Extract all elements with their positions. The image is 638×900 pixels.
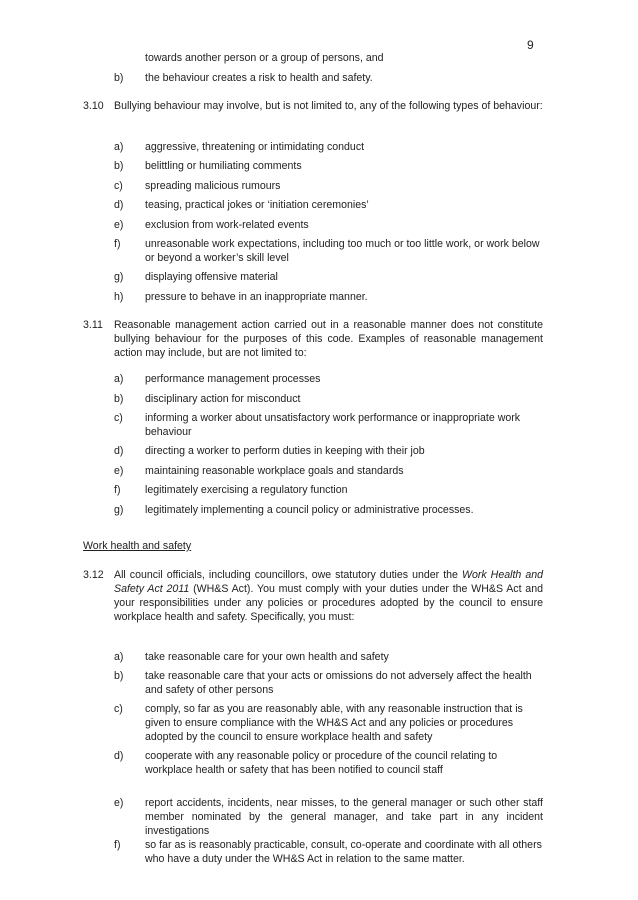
- list-item-label: c): [114, 180, 123, 192]
- clause-text: Bullying behaviour may involve, but is not limited to, any of the following types of behaviour:: [114, 100, 543, 112]
- list-item-text: pressure to behave in an inappropriate manner.: [145, 291, 368, 303]
- clause-text-start: All council officials, including councillors, owe statutory duties under the: [114, 569, 462, 581]
- list-item-label: b): [114, 160, 124, 172]
- list-item-label: d): [114, 750, 124, 762]
- list-item-label: e): [114, 797, 124, 809]
- list-item-label: g): [114, 504, 124, 516]
- list-item-label: b): [114, 72, 124, 84]
- list-item-label: a): [114, 373, 124, 385]
- list-item-label: b): [114, 670, 124, 682]
- clause-text: [114, 568, 543, 624]
- clause-text-end: (WH&S Act). You must comply with your duties under the WH&S Act and your responsibilities under any policies or procedures adopted by the council to ensure workplace health and safety. Specifically, you must:: [114, 583, 543, 623]
- list-item-text: performance management processes: [145, 373, 321, 385]
- list-item-text: unreasonable work expectations, including too much or too little work, or work below or beyond a worker’s skill level: [145, 238, 540, 264]
- list-item-label: e): [114, 219, 124, 231]
- list-item-text: maintaining reasonable workplace goals and standards: [145, 465, 404, 477]
- list-item-label: f): [114, 484, 121, 496]
- list-item-text: so far as is reasonably practicable, consult, co-operate and coordinate with all others who have a duty under the WH&S Act in relation to the same matter.: [145, 839, 542, 865]
- list-item-text: spreading malicious rumours: [145, 180, 281, 192]
- list-item-text: teasing, practical jokes or ‘initiation ceremonies’: [145, 199, 369, 211]
- list-item-label: h): [114, 291, 124, 303]
- list-item-label: g): [114, 271, 124, 283]
- list-item-text: exclusion from work-related events: [145, 219, 309, 231]
- clause-number: 3.10: [83, 100, 104, 112]
- list-item-text: aggressive, threatening or intimidating conduct: [145, 141, 365, 153]
- act-title: Work Health and Safety Act 2011: [114, 569, 543, 595]
- clause-number: 3.11: [83, 319, 103, 331]
- list-item-text: legitimately exercising a regulatory function: [145, 484, 348, 496]
- list-item-text: the behaviour creates a risk to health and safety.: [145, 72, 373, 84]
- list-item-label: c): [114, 412, 123, 424]
- list-item-text: comply, so far as you are reasonably able, with any reasonable instruction that is given to ensure compliance with the WH&S Act and any policies or procedures adopted by the council to ensure workplace health and safety: [145, 703, 523, 743]
- list-item-text: cooperate with any reasonable policy or procedure of the council relating to workplace health or safety that has been notified to council staff: [145, 750, 498, 776]
- list-item-label: c): [114, 703, 123, 715]
- list-item-text: disciplinary action for misconduct: [145, 393, 301, 405]
- list-item-label: f): [114, 839, 121, 851]
- list-item-text: informing a worker about unsatisfactory work performance or inappropriate work behaviour: [145, 412, 521, 438]
- list-item-text: take reasonable care that your acts or omissions do not adversely affect the health and safety of other persons: [145, 670, 532, 696]
- list-item-label: a): [114, 141, 124, 153]
- clause-text: Reasonable management action carried out in a reasonable manner does not constitute bullying behaviour for the purposes of this code. Examples of reasonable management action may include, but are not limited to:: [114, 319, 543, 359]
- list-item-label: e): [114, 465, 124, 477]
- list-item-label: b): [114, 393, 124, 405]
- list-item-text: displaying offensive material: [145, 271, 278, 283]
- list-item-label: a): [114, 651, 124, 663]
- list-item-text: directing a worker to perform duties in keeping with their job: [145, 445, 425, 457]
- list-item-text: take reasonable care for your own health and safety: [145, 651, 389, 663]
- list-item-text: report accidents, incidents, near misses, to the general manager or such other staff member nominated by the general manager, and take part in any incident investigations: [145, 797, 543, 837]
- clause-number: 3.12: [83, 569, 104, 581]
- section-heading: Work health and safety: [83, 540, 192, 552]
- list-item-label: d): [114, 199, 124, 211]
- page-number: 9: [527, 38, 534, 52]
- list-item-text: legitimately implementing a council policy or administrative processes.: [145, 504, 474, 516]
- continuation-text: towards another person or a group of persons, and: [145, 52, 384, 64]
- list-item-label: d): [114, 445, 124, 457]
- list-item-text: belittling or humiliating comments: [145, 160, 302, 172]
- list-item-label: f): [114, 238, 121, 250]
